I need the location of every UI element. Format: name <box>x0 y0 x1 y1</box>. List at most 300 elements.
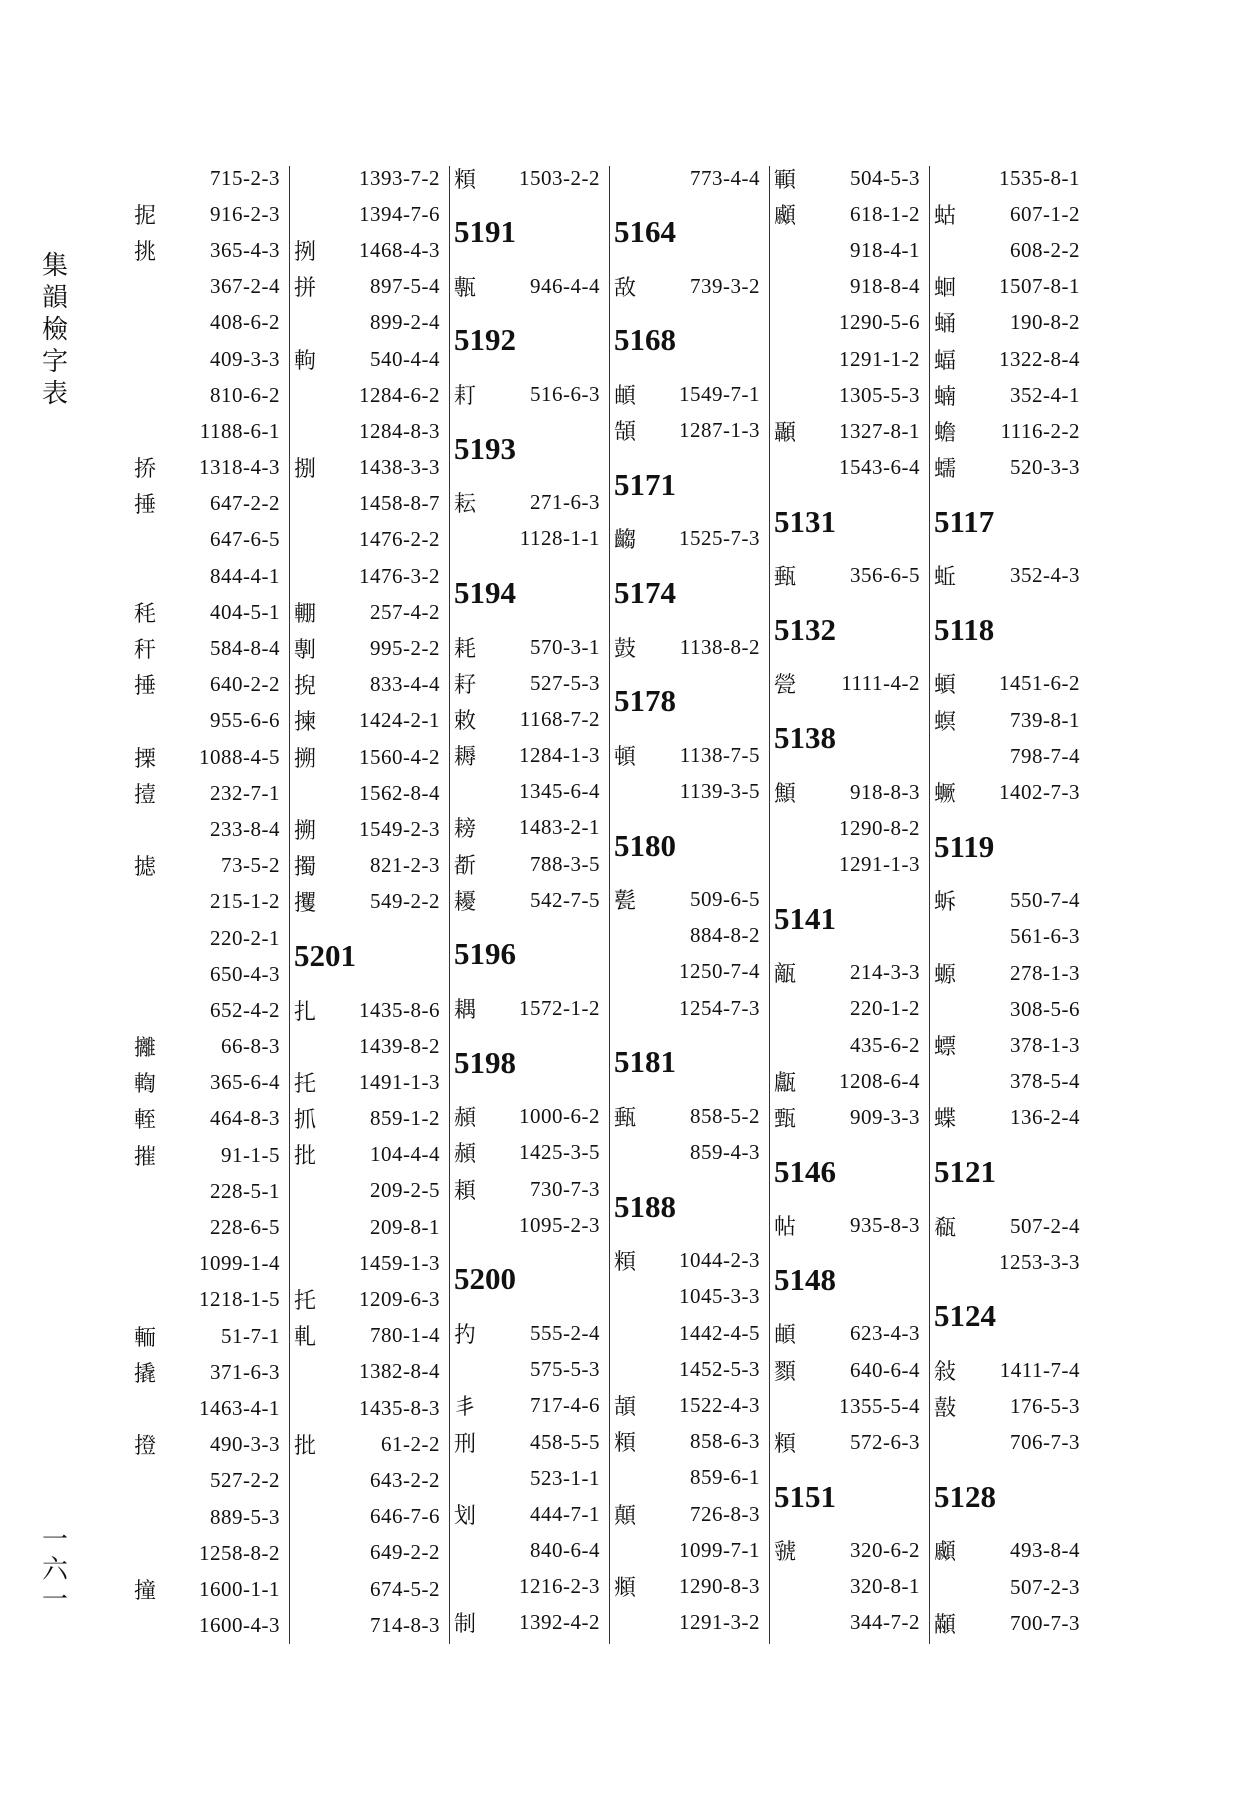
index-entry <box>290 1426 450 1462</box>
index-entry <box>770 810 930 846</box>
entry-reference: 1451-6-2 <box>999 671 1080 696</box>
entry-character: 捶 <box>134 493 157 519</box>
entry-reference: 215-1-2 <box>210 889 280 914</box>
index-entry <box>610 918 770 954</box>
entry-character: 批 <box>294 1433 317 1459</box>
entry-character: 頳 <box>454 1142 477 1168</box>
section-heading: 5200 <box>454 1261 516 1297</box>
entry-reference: 1394-7-6 <box>359 201 440 226</box>
entry-reference: 618-1-2 <box>850 201 920 226</box>
entry-reference: 859-4-3 <box>690 1140 760 1165</box>
index-entry <box>610 1315 770 1351</box>
section-heading: 5119 <box>934 828 995 864</box>
entry-reference: 408-6-2 <box>210 310 280 335</box>
entry-reference: 1392-4-2 <box>519 1610 600 1635</box>
entry-reference: 946-4-4 <box>530 273 600 298</box>
entry-character: 撞 <box>134 1578 157 1604</box>
index-entry <box>770 955 930 991</box>
index-entry <box>290 269 450 305</box>
entry-character: 甇 <box>774 673 797 699</box>
entry-reference: 1128-1-1 <box>519 526 600 551</box>
index-entry <box>290 884 450 920</box>
index-entry <box>290 522 450 558</box>
entry-character: 軥 <box>294 348 317 374</box>
entry-reference: 1216-2-3 <box>519 1574 600 1599</box>
entry-reference: 1439-8-2 <box>359 1033 440 1058</box>
index-entry <box>610 376 770 412</box>
entry-reference: 220-1-2 <box>850 996 920 1021</box>
index-entry <box>450 1352 610 1388</box>
entry-reference: 935-8-3 <box>850 1213 920 1238</box>
index-entry <box>130 1499 290 1535</box>
section-heading: 5148 <box>774 1261 836 1297</box>
section-heading: 5117 <box>934 503 995 539</box>
index-entry <box>130 232 290 268</box>
entry-reference: 739-3-2 <box>690 273 760 298</box>
entry-character: 頪 <box>614 1250 637 1276</box>
section-heading: 5178 <box>614 683 676 719</box>
entry-character: 螈 <box>934 962 957 988</box>
entry-reference: 190-8-2 <box>1010 310 1080 335</box>
entry-character: 托 <box>294 1071 317 1097</box>
index-entry <box>610 1387 770 1423</box>
index-entry <box>770 558 930 594</box>
index-entry <box>770 1027 930 1063</box>
entry-reference: 308-5-6 <box>1010 996 1080 1021</box>
index-entry <box>770 232 930 268</box>
entry-reference: 555-2-4 <box>530 1320 600 1345</box>
entry-character: 蟾 <box>934 420 957 446</box>
section-heading: 5192 <box>454 322 516 358</box>
entry-reference: 220-2-1 <box>210 925 280 950</box>
entry-character: 攫 <box>294 891 317 917</box>
entry-reference: 773-4-4 <box>690 165 760 190</box>
index-entry <box>450 665 610 701</box>
entry-character: 刑 <box>454 1431 477 1457</box>
index-entry <box>770 1533 930 1569</box>
entry-reference: 1535-8-1 <box>999 165 1080 190</box>
entry-reference: 378-1-3 <box>1010 1032 1080 1057</box>
entry-character: 虢 <box>774 1540 797 1566</box>
index-entry <box>130 160 290 196</box>
index-entry <box>130 196 290 232</box>
entry-character: 顐 <box>774 167 797 193</box>
entry-character: 甀 <box>774 565 797 591</box>
index-entry <box>450 774 610 810</box>
index-entry <box>130 305 290 341</box>
index-entry <box>450 1605 610 1641</box>
index-entry <box>290 558 450 594</box>
entry-reference: 91-1-5 <box>221 1142 280 1167</box>
entry-reference: 1522-4-3 <box>679 1392 760 1417</box>
section-heading: 5168 <box>614 322 676 358</box>
section-heading: 5196 <box>454 936 516 972</box>
entry-character: 揀 <box>294 710 317 736</box>
entry-reference: 640-6-4 <box>850 1357 920 1382</box>
entry-reference: 1290-8-2 <box>839 815 920 840</box>
index-entry <box>130 848 290 884</box>
entry-reference: 833-4-4 <box>370 672 440 697</box>
section-heading: 5171 <box>614 466 676 502</box>
index-entry <box>450 485 610 521</box>
index-entry <box>450 1207 610 1243</box>
index-entry <box>290 1535 450 1571</box>
entry-reference: 404-5-1 <box>210 599 280 624</box>
index-entry <box>130 1608 290 1644</box>
entry-reference: 409-3-3 <box>210 346 280 371</box>
entry-reference: 352-4-3 <box>1010 563 1080 588</box>
entry-reference: 647-2-2 <box>210 491 280 516</box>
page-number-char: 六 <box>41 1555 68 1585</box>
entry-reference: 1291-1-3 <box>839 852 920 877</box>
index-entry <box>930 1027 1090 1063</box>
entry-reference: 572-6-3 <box>850 1429 920 1454</box>
index-entry <box>930 1605 1090 1641</box>
entry-reference: 1000-6-2 <box>519 1104 600 1129</box>
entry-character: 鼓 <box>614 636 637 662</box>
index-entry <box>290 1607 450 1643</box>
index-entry <box>290 450 450 486</box>
index-entry <box>130 1173 290 1209</box>
entry-character: 蚯 <box>934 565 957 591</box>
index-entry <box>930 1064 1090 1100</box>
index-entry <box>290 232 450 268</box>
entry-reference: 1468-4-3 <box>359 237 440 262</box>
entry-reference: 561-6-3 <box>1010 924 1080 949</box>
entry-reference: 1435-8-6 <box>359 997 440 1022</box>
index-entry <box>450 376 610 412</box>
entry-character: 蚸 <box>934 890 957 916</box>
section-heading: 5146 <box>774 1153 836 1189</box>
entry-reference: 509-6-5 <box>690 887 760 912</box>
entry-character: 抳 <box>134 203 157 229</box>
entry-character: 耦 <box>454 998 477 1024</box>
entry-reference: 542-7-5 <box>530 887 600 912</box>
index-entry <box>930 269 1090 305</box>
index-entry <box>930 1533 1090 1569</box>
entry-reference: 136-2-4 <box>1010 1105 1080 1130</box>
entry-reference: 1435-8-3 <box>359 1395 440 1420</box>
entry-reference: 859-1-2 <box>370 1106 440 1131</box>
entry-character: 蝶 <box>934 1107 957 1133</box>
entry-reference: 575-5-3 <box>530 1357 600 1382</box>
entry-character: 撜 <box>134 1434 157 1460</box>
entry-reference: 1284-1-3 <box>519 743 600 768</box>
entry-reference: 650-4-3 <box>210 961 280 986</box>
section-heading: 5121 <box>934 1153 996 1189</box>
entry-reference: 527-2-2 <box>210 1468 280 1493</box>
entry-reference: 1438-3-3 <box>359 455 440 480</box>
index-entry <box>290 848 450 884</box>
index-entry <box>610 954 770 990</box>
index-column <box>130 160 290 1650</box>
index-column <box>930 160 1090 1650</box>
entry-reference: 1600-4-3 <box>199 1613 280 1638</box>
section-heading: 5198 <box>454 1044 516 1080</box>
entry-reference: 1291-3-2 <box>679 1610 760 1635</box>
entry-reference: 1382-8-4 <box>359 1359 440 1384</box>
entry-character: 蛄 <box>934 203 957 229</box>
entry-character: 輊 <box>134 1108 157 1134</box>
entry-character: 甀 <box>614 1105 637 1131</box>
entry-character: 顟 <box>774 1359 797 1385</box>
index-entry <box>450 882 610 918</box>
index-entry <box>450 846 610 882</box>
index-entry <box>450 629 610 665</box>
entry-reference: 378-5-4 <box>1010 1069 1080 1094</box>
entry-character: 敼 <box>934 1396 957 1422</box>
entry-character: 頳 <box>454 1106 477 1132</box>
entry-reference: 271-6-3 <box>530 490 600 515</box>
entry-character: 抓 <box>294 1108 317 1134</box>
index-entry <box>610 1496 770 1532</box>
index-entry <box>130 1101 290 1137</box>
entry-reference: 1168-7-2 <box>519 706 600 731</box>
index-entry <box>130 558 290 594</box>
entry-reference: 1284-6-2 <box>359 382 440 407</box>
entry-reference: 821-2-3 <box>370 853 440 878</box>
index-entry <box>130 1065 290 1101</box>
entry-character: 耨 <box>454 745 477 771</box>
entry-reference: 739-8-1 <box>1010 707 1080 732</box>
entry-character: 耗 <box>454 636 477 662</box>
index-entry <box>770 1569 930 1605</box>
entry-character: 頡 <box>614 1394 637 1420</box>
entry-reference: 549-2-2 <box>370 889 440 914</box>
index-entry <box>450 1315 610 1351</box>
index-entry <box>450 1388 610 1424</box>
index-entry <box>130 269 290 305</box>
entry-reference: 507-2-3 <box>1010 1574 1080 1599</box>
entry-reference: 493-8-4 <box>1010 1538 1080 1563</box>
section-heading: 5180 <box>614 827 676 863</box>
index-entry <box>130 1571 290 1607</box>
entry-reference: 730-7-3 <box>530 1176 600 1201</box>
index-column <box>450 160 610 1650</box>
entry-reference: 717-4-6 <box>530 1393 600 1418</box>
index-entry <box>770 341 930 377</box>
entry-character: 螟 <box>934 709 957 735</box>
index-entry <box>610 1134 770 1170</box>
index-entry <box>770 413 930 449</box>
section-heading: 5194 <box>454 574 516 610</box>
index-column <box>770 160 930 1650</box>
entry-reference: 1258-8-2 <box>199 1540 280 1565</box>
entry-reference: 1099-7-1 <box>679 1537 760 1562</box>
entry-character: 頶 <box>614 420 637 446</box>
entry-character: 螵 <box>934 1034 957 1060</box>
entry-character: 掜 <box>294 674 317 700</box>
index-entry <box>290 811 450 847</box>
running-title-char: 檢 <box>41 315 68 345</box>
entry-character: 擉 <box>294 855 317 881</box>
index-entry <box>130 341 290 377</box>
index-entry <box>930 305 1090 341</box>
index-entry <box>450 990 610 1026</box>
index-entry <box>130 1282 290 1318</box>
index-entry <box>450 521 610 557</box>
index-entry <box>930 1100 1090 1136</box>
index-entry <box>130 450 290 486</box>
entry-reference: 700-7-3 <box>1010 1610 1080 1635</box>
index-entry <box>770 450 930 486</box>
entry-reference: 214-3-3 <box>850 960 920 985</box>
index-entry <box>770 846 930 882</box>
index-entry <box>290 413 450 449</box>
index-entry <box>770 666 930 702</box>
entry-character: 蠕 <box>934 457 957 483</box>
index-entry <box>930 1244 1090 1280</box>
section-heading: 5193 <box>454 430 516 466</box>
entry-character: 耪 <box>454 817 477 843</box>
entry-character: 甋 <box>774 962 797 988</box>
index-entry <box>290 1462 450 1498</box>
entry-reference: 1525-7-3 <box>679 526 760 551</box>
index-entry <box>290 1137 450 1173</box>
entry-reference: 780-1-4 <box>370 1323 440 1348</box>
section-heading: 5181 <box>614 1044 676 1080</box>
index-entry <box>450 1496 610 1532</box>
entry-character: 划 <box>454 1503 477 1529</box>
index-entry <box>450 1460 610 1496</box>
entry-reference: 1088-4-5 <box>199 744 280 769</box>
entry-reference: 1188-6-1 <box>199 418 280 443</box>
section-heading: 5191 <box>454 214 516 250</box>
index-entry <box>930 413 1090 449</box>
running-title <box>40 250 70 410</box>
entry-character: 輀 <box>134 1325 157 1351</box>
index-entry <box>450 1569 610 1605</box>
entry-character: 顣 <box>774 203 797 229</box>
entry-reference: 889-5-3 <box>210 1504 280 1529</box>
entry-reference: 1483-2-1 <box>519 815 600 840</box>
entry-reference: 104-4-4 <box>370 1142 440 1167</box>
section-heading: 5201 <box>294 937 356 973</box>
index-entry <box>130 1390 290 1426</box>
entry-character: 耓 <box>454 383 477 409</box>
index-entry <box>130 884 290 920</box>
index-entry <box>130 775 290 811</box>
entry-character: 甎 <box>454 275 477 301</box>
entry-character: 捶 <box>134 674 157 700</box>
index-entry <box>610 1279 770 1315</box>
entry-character: 耰 <box>454 889 477 915</box>
entry-reference: 61-2-2 <box>381 1431 440 1456</box>
entry-reference: 344-7-2 <box>850 1610 920 1635</box>
section-heading: 5164 <box>614 214 676 250</box>
section-heading: 5188 <box>614 1188 676 1224</box>
entry-reference: 643-2-2 <box>370 1467 440 1492</box>
entry-reference: 458-5-5 <box>530 1429 600 1454</box>
entry-reference: 916-2-3 <box>210 201 280 226</box>
index-entry <box>290 739 450 775</box>
entry-reference: 1290-8-3 <box>679 1573 760 1598</box>
entry-reference: 1327-8-1 <box>839 418 920 443</box>
entry-reference: 859-6-1 <box>690 1465 760 1490</box>
entry-character: 制 <box>454 1612 477 1638</box>
entry-reference: 1284-8-3 <box>359 418 440 443</box>
entry-reference: 1600-1-1 <box>199 1576 280 1601</box>
entry-reference: 1287-1-3 <box>679 418 760 443</box>
index-entry <box>290 160 450 196</box>
index-entry <box>130 956 290 992</box>
entry-character: 秏 <box>134 601 157 627</box>
entry-character: 挢 <box>134 457 157 483</box>
entry-reference: 918-8-3 <box>850 779 920 804</box>
entry-reference: 1044-2-3 <box>679 1248 760 1273</box>
entry-reference: 1543-6-4 <box>839 455 920 480</box>
entry-reference: 1045-3-3 <box>679 1284 760 1309</box>
index-entry <box>770 1208 930 1244</box>
entry-character: 顣 <box>934 1540 957 1566</box>
entry-reference: 1411-7-4 <box>999 1357 1080 1382</box>
section-heading: 5141 <box>774 900 836 936</box>
entry-character: 頫 <box>614 1575 637 1601</box>
entry-character: 頔 <box>774 1323 797 1349</box>
index-entry <box>610 990 770 1026</box>
entry-character: 顳 <box>774 420 797 446</box>
entry-reference: 73-5-2 <box>221 853 280 878</box>
index-entry <box>290 196 450 232</box>
index-entry <box>450 738 610 774</box>
running-title-char: 字 <box>41 347 68 377</box>
entry-character: 托 <box>294 1289 317 1315</box>
index-entry <box>290 486 450 522</box>
index-entry <box>290 1499 450 1535</box>
index-entry <box>610 737 770 773</box>
index-entry <box>290 1571 450 1607</box>
entry-reference: 66-8-3 <box>221 1034 280 1059</box>
entry-character: 蝻 <box>934 384 957 410</box>
index-entry <box>290 1354 450 1390</box>
index-entry <box>610 413 770 449</box>
section-heading: 5138 <box>774 720 836 756</box>
entry-reference: 640-2-2 <box>210 672 280 697</box>
index-entry <box>610 1424 770 1460</box>
index-entry <box>770 305 930 341</box>
index-entry <box>130 486 290 522</box>
index-entry <box>770 1352 930 1388</box>
index-entry <box>610 1460 770 1496</box>
entry-reference: 1218-1-5 <box>199 1287 280 1312</box>
index-entry <box>930 377 1090 413</box>
entry-reference: 176-5-3 <box>1010 1394 1080 1419</box>
index-entry <box>770 269 930 305</box>
index-entry <box>930 774 1090 810</box>
entry-character: 摅 <box>134 855 157 881</box>
entry-reference: 365-4-3 <box>210 237 280 262</box>
index-entry <box>130 703 290 739</box>
entry-reference: 523-1-1 <box>530 1465 600 1490</box>
index-entry <box>610 1098 770 1134</box>
entry-reference: 320-8-1 <box>850 1574 920 1599</box>
section-heading: 5128 <box>934 1478 996 1514</box>
index-entry <box>130 1535 290 1571</box>
entry-reference: 608-2-2 <box>1010 237 1080 262</box>
entry-reference: 232-7-1 <box>210 780 280 805</box>
entry-character: 甗 <box>774 1070 797 1096</box>
page-number-char: 一 <box>41 1585 68 1615</box>
entry-character: 耘 <box>454 492 477 518</box>
entry-reference: 726-8-3 <box>690 1501 760 1526</box>
index-entry <box>290 305 450 341</box>
index-entry <box>770 774 930 810</box>
entry-reference: 1425-3-5 <box>519 1140 600 1165</box>
index-entry <box>930 341 1090 377</box>
entry-character: 甏 <box>614 889 637 915</box>
entry-reference: 320-6-2 <box>850 1538 920 1563</box>
running-title-char: 集 <box>41 251 68 281</box>
